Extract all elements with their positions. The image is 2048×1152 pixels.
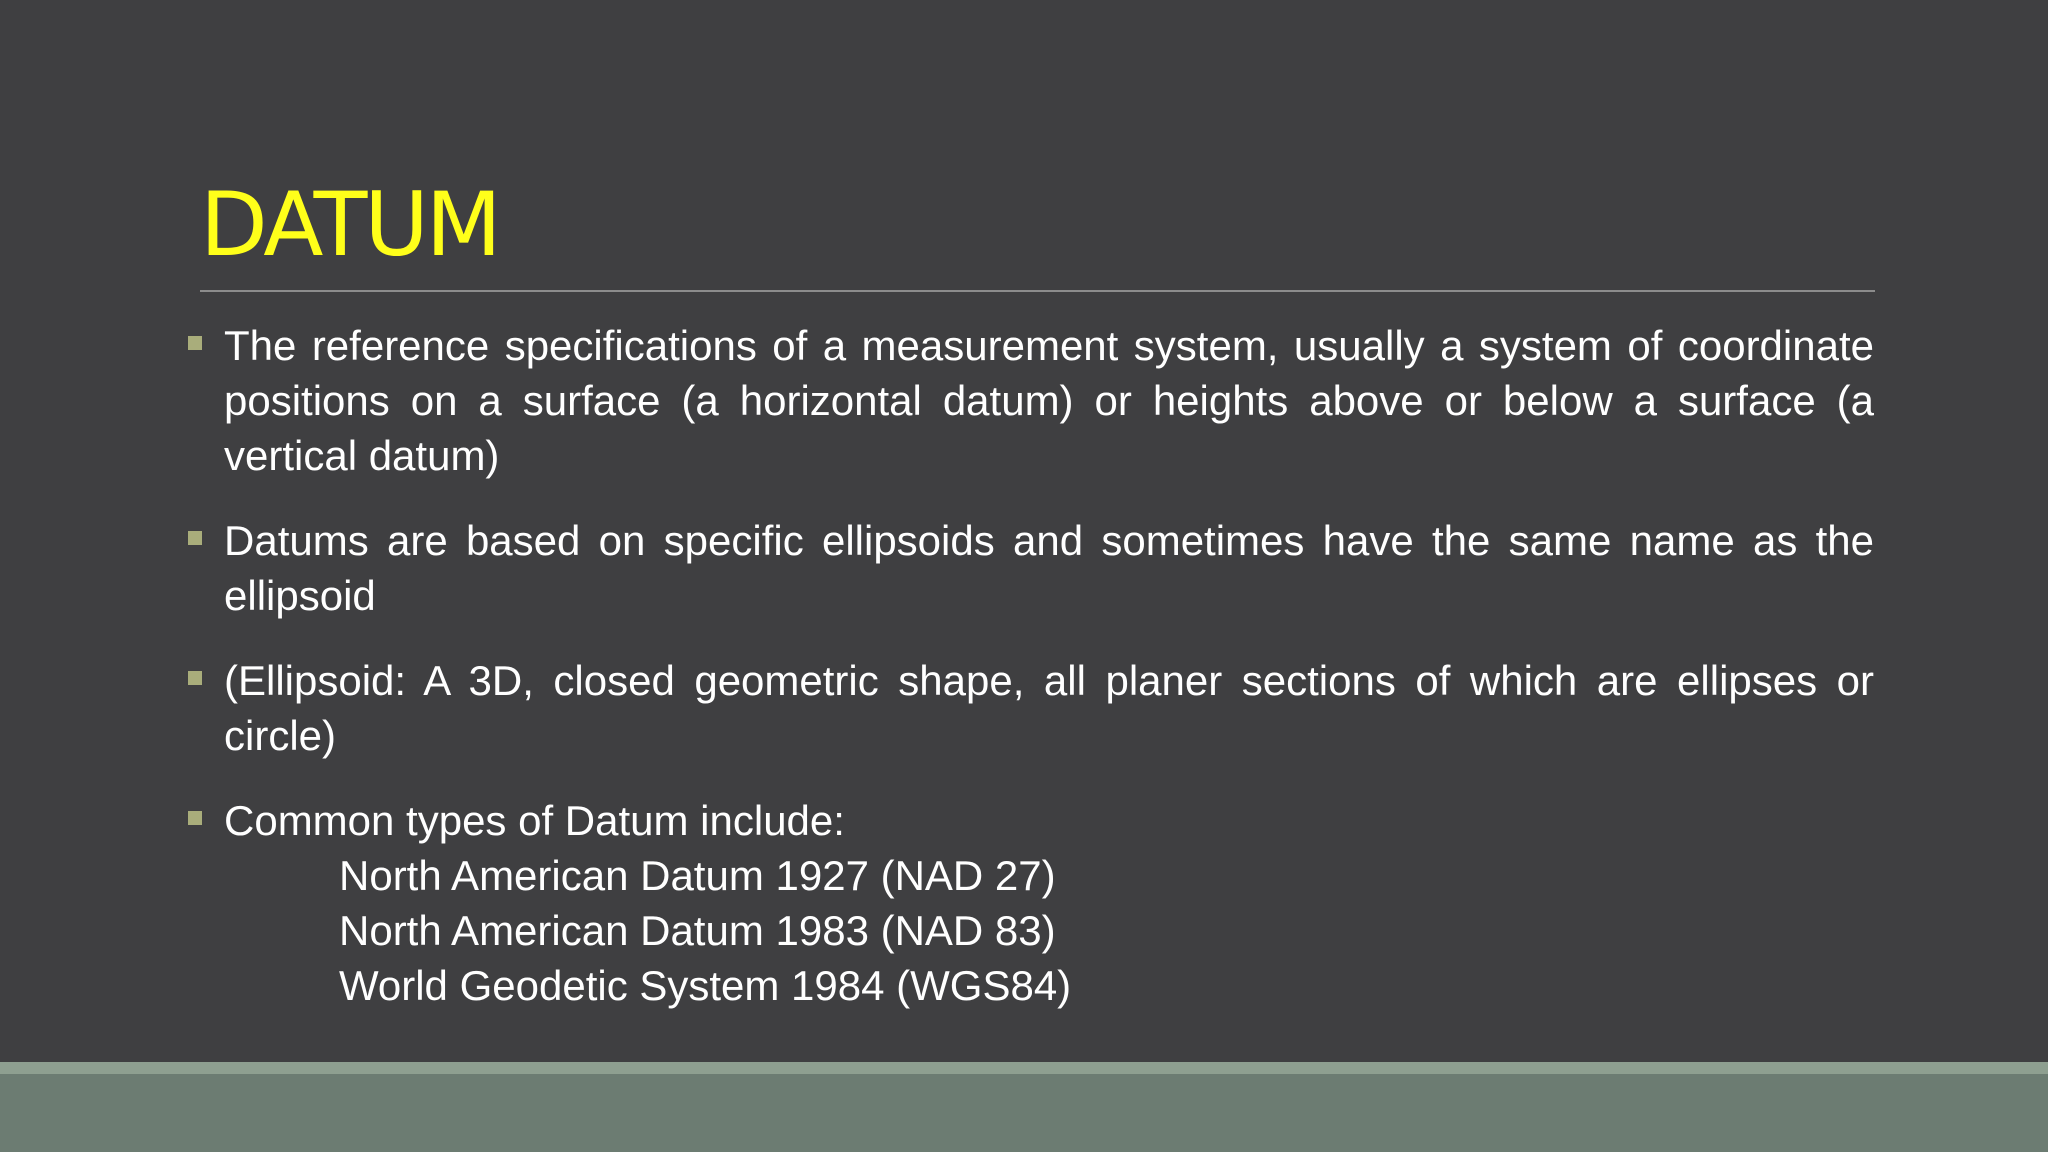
bullet-text: (Ellipsoid: A 3D, closed geometric shape, all planer sections of which are ellipses or circle) [224, 657, 1874, 759]
bullet-item [186, 513, 1874, 623]
square-bullet-icon [188, 671, 202, 685]
title-divider [200, 290, 1875, 292]
datum-type-item: North American Datum 1927 (NAD 27) [339, 852, 1056, 899]
bullet-item [186, 793, 1874, 1013]
slide-title: DATUM [200, 173, 499, 276]
bullet-text: The reference specifications of a measurement system, usually a system of coordinate positions on a surface (a horizontal datum) or heights above or below a surface (a vertical datum) [224, 322, 1874, 479]
bullet-text: Datums are based on specific ellipsoids and sometimes have the same name as the ellipsoid [224, 517, 1874, 619]
bullet-list [186, 318, 1874, 1043]
bullet-text: Common types of Datum include: [224, 797, 845, 844]
datum-type-item: North American Datum 1983 (NAD 83) [339, 907, 1056, 954]
bullet-item [186, 653, 1874, 763]
footer-stripe [0, 1062, 2048, 1074]
footer-band [0, 1062, 2048, 1152]
square-bullet-icon [188, 336, 202, 350]
square-bullet-icon [188, 531, 202, 545]
datum-type-item: World Geodetic System 1984 (WGS84) [339, 962, 1072, 1009]
square-bullet-icon [188, 811, 202, 825]
bullet-item [186, 318, 1874, 483]
